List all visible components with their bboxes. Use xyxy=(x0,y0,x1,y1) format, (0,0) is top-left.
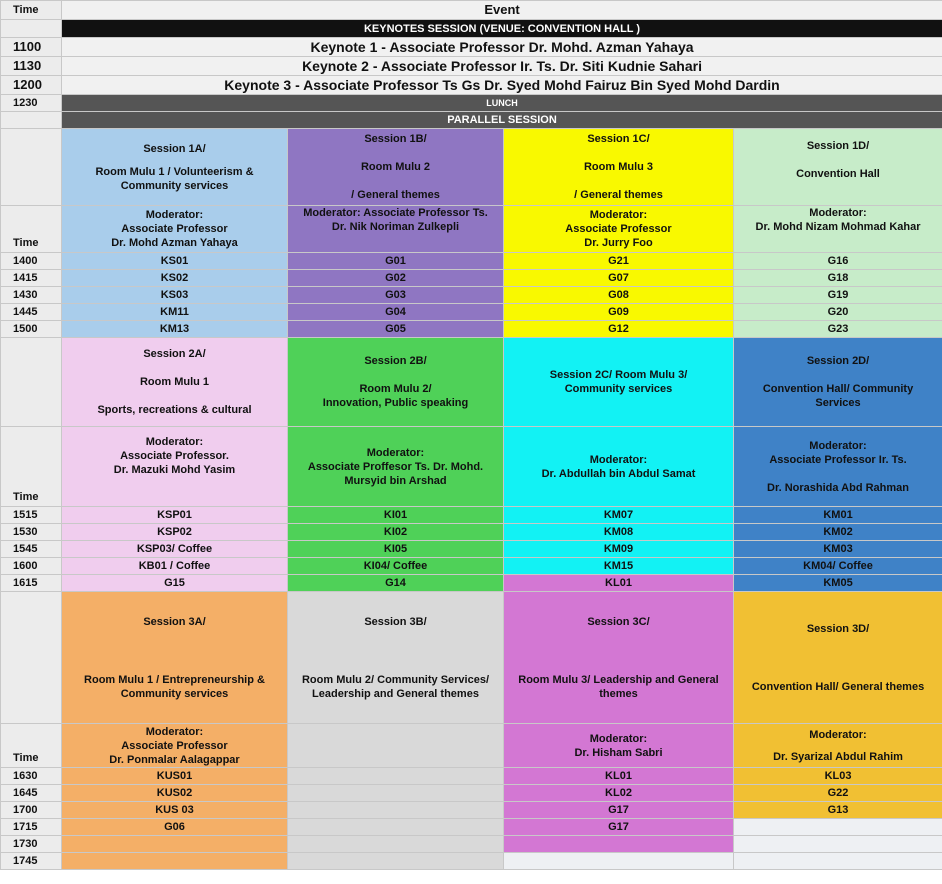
table-row: 1430 KS03 G03 G08 G19 xyxy=(1,287,942,304)
session-2d-header xyxy=(734,338,942,427)
session-name: Session 3A/ xyxy=(143,615,206,628)
keynote-3: Keynote 3 - Associate Professor Ts Gs Dr. Syed Mohd Fairuz Bin Syed Mohd Dardin xyxy=(62,76,942,95)
session-1c-header xyxy=(504,129,734,206)
table-row: 1415 KS02 G02 G07 G18 xyxy=(1,270,942,287)
session-2b-header xyxy=(288,338,504,427)
table-row: 1515 KSP01 KI01 KM07 KM01 xyxy=(1,507,942,524)
session-name: Session 2A/ xyxy=(143,348,206,360)
time-label: Time xyxy=(1,206,62,253)
session-2a-moderator: Moderator: Associate Professor. Dr. Mazuki Mohd Yasim xyxy=(62,427,288,507)
header-event: Event xyxy=(62,1,942,20)
session-name: Session 1D/ xyxy=(806,140,870,152)
session-name: Session 2D/ xyxy=(806,355,870,367)
session-3a-moderator: Moderator: Associate Professor Dr. Ponmalar Aalagappar xyxy=(62,724,288,768)
header-time: Time xyxy=(1,1,62,20)
session-3c-header xyxy=(504,592,734,724)
session-name: Session 3C/ xyxy=(587,615,650,628)
session-2c-header xyxy=(504,338,734,427)
session-name: Session 1C/ xyxy=(587,133,650,145)
lunch-label: LUNCH xyxy=(62,95,942,112)
parallel-title: PARALLEL SESSION xyxy=(62,112,942,129)
session-3b-moderator xyxy=(288,724,504,768)
session-theme: Innovation, Public speaking xyxy=(322,397,469,409)
session-2c-moderator: Moderator: Dr. Abdullah bin Abdul Samat xyxy=(504,427,734,507)
table-row: 1730 xyxy=(1,836,942,853)
session-theme: / General themes xyxy=(574,189,663,201)
session-theme: / General themes xyxy=(351,189,440,201)
session-room: Convention Hall/ General themes xyxy=(751,680,925,693)
session-theme: Sports, recreations & cultural xyxy=(97,404,252,416)
table-row: 1530 KSP02 KI02 KM08 KM02 xyxy=(1,524,942,541)
session-name: Session 3D/ xyxy=(806,622,870,635)
session-theme: Services xyxy=(815,397,861,409)
session-1d-moderator: Moderator: Dr. Mohd Nizam Mohmad Kahar xyxy=(734,206,942,253)
session-1c-moderator: Moderator: Associate Professor Dr. Jurry Foo xyxy=(504,206,734,253)
session-name: Session 1B/ xyxy=(364,133,427,145)
time-label: Time xyxy=(1,427,62,507)
table-row: 1445 KM11 G04 G09 G20 xyxy=(1,304,942,321)
table-row: 1545 KSP03/ Coffee KI05 KM09 KM03 xyxy=(1,541,942,558)
session-room: Room Mulu 2 xyxy=(360,161,431,173)
session-room: Room Mulu 1 / Volunteerism & Community services xyxy=(95,165,254,192)
table-row: 1645 KUS02 KL02 G22 xyxy=(1,785,942,802)
session-3c-moderator: Moderator: Dr. Hisham Sabri xyxy=(504,724,734,768)
session-room: Room Mulu 3/ Leadership and General themes xyxy=(518,673,719,700)
table-row: 1700 KUS 03 G17 G13 xyxy=(1,802,942,819)
session-1a-moderator: Moderator: Associate Professor Dr. Mohd Azman Yahaya xyxy=(62,206,288,253)
session-room: Community services xyxy=(564,383,673,395)
session-3a-header xyxy=(62,592,288,724)
session-1b-header xyxy=(288,129,504,206)
table-row: 1715 G06 G17 xyxy=(1,819,942,836)
session-1d-header xyxy=(734,129,942,206)
session-name: Session 1A/ xyxy=(143,142,206,155)
session-2b-moderator: Moderator: Associate Proffesor Ts. Dr. Mohd. Mursyid bin Arshad xyxy=(288,427,504,507)
session-2a-header xyxy=(62,338,288,427)
table-row: 1600 KB01 / Coffee KI04/ Coffee KM15 KM04/ Coffee xyxy=(1,558,942,575)
table-row: 1745 xyxy=(1,853,942,870)
session-2d-moderator: Moderator: Associate Professor Ir. Ts. Dr. Norashida Abd Rahman xyxy=(734,427,942,507)
keynote-1: Keynote 1 - Associate Professor Dr. Mohd. Azman Yahaya xyxy=(62,38,942,57)
session-room: Convention Hall xyxy=(796,168,880,180)
table-row: 1630 KUS01 KL01 KL03 xyxy=(1,768,942,785)
session-room: Room Mulu 1 xyxy=(139,376,210,388)
session-3d-header xyxy=(734,592,942,724)
session-1a-header xyxy=(62,129,288,206)
session-room: Room Mulu 2/ xyxy=(359,383,432,395)
session-name: Session 2C/ Room Mulu 3/ xyxy=(549,369,688,381)
session-room: Room Mulu 2/ Community Services/ Leadership and General themes xyxy=(301,673,490,700)
session-3d-moderator: Moderator: Dr. Syarizal Abdul Rahim xyxy=(734,724,942,768)
session-name: Session 2B/ xyxy=(364,355,427,367)
table-row: 1400 KS01 G01 G21 G16 xyxy=(1,253,942,270)
time-label: Time xyxy=(1,724,62,768)
keynote-1-time: 1100 xyxy=(1,38,62,57)
table-row: 1615 G15 G14 KL01 KM05 xyxy=(1,575,942,592)
keynote-2-time: 1130 xyxy=(1,57,62,76)
keynotes-title: KEYNOTES SESSION (VENUE: CONVENTION HALL ) xyxy=(62,20,942,38)
session-1b-moderator: Moderator: Associate Professor Ts. Dr. Nik Noriman Zulkepli xyxy=(288,206,504,253)
session-room: Room Mulu 3 xyxy=(583,161,654,173)
keynote-3-time: 1200 xyxy=(1,76,62,95)
session-room: Room Mulu 1 / Entrepreneurship & Community services xyxy=(84,673,265,700)
lunch-time: 1230 xyxy=(1,95,62,112)
session-room: Convention Hall/ Community xyxy=(762,383,914,395)
session-name: Session 3B/ xyxy=(364,615,427,628)
table-row: 1500 KM13 G05 G12 G23 xyxy=(1,321,942,338)
session-3b-header xyxy=(288,592,504,724)
keynote-2: Keynote 2 - Associate Professor Ir. Ts. Dr. Siti Kudnie Sahari xyxy=(62,57,942,76)
